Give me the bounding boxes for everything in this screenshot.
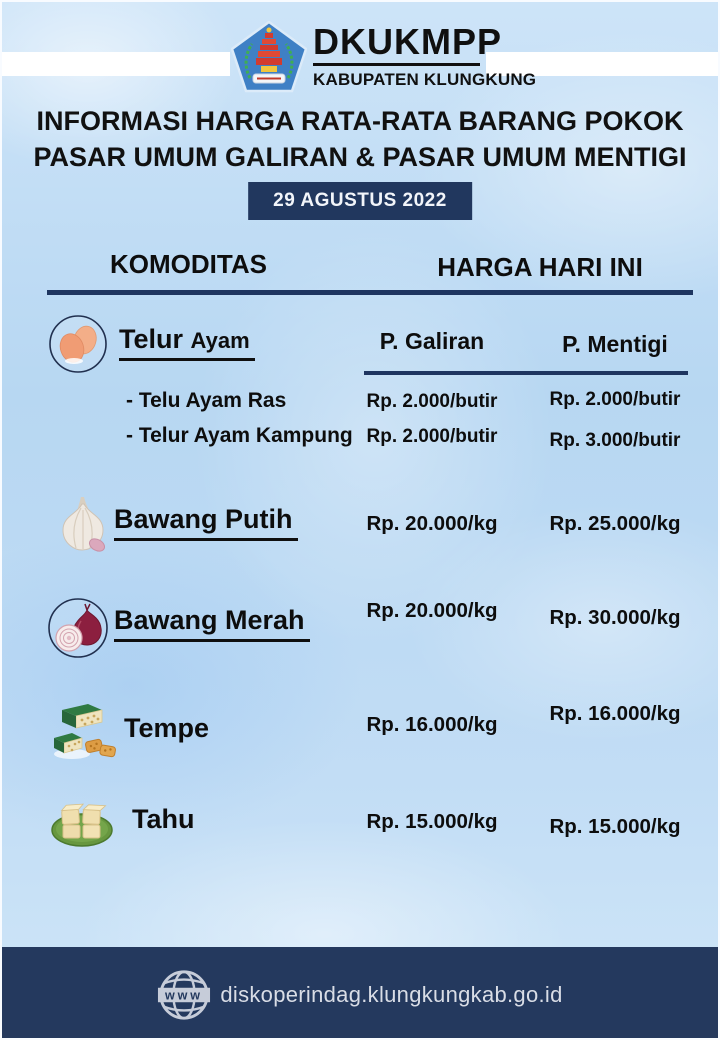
org-block: [313, 21, 537, 90]
org-name: DKUKMPP: [313, 21, 503, 62]
price-tahu-galiran: Rp. 15.000/kg: [366, 810, 498, 833]
tempe-icon: [50, 700, 118, 764]
price-tahu-mentigi: Rp. 15.000/kg: [549, 815, 681, 838]
title-line-1: INFORMASI HARGA RATA-RATA BARANG POKOK: [36, 106, 684, 136]
eggs-icon: [48, 314, 108, 374]
footer-website-link[interactable]: diskoperindag.klungkungkab.go.id: [220, 981, 563, 1007]
price-bawang-putih-mentigi: Rp. 25.000/kg: [549, 512, 681, 535]
price-telur-ras-galiran: Rp. 2.000/butir: [366, 391, 498, 412]
commodity-name-sub: Ayam: [190, 328, 250, 353]
subitem-telur-kampung-label: - Telur Ayam Kampung: [126, 424, 353, 447]
title-line-2: PASAR UMUM GALIRAN & PASAR UMUM MENTIGI: [33, 142, 687, 172]
commodity-name-tempe: Tempe: [124, 713, 210, 743]
www-label: www: [165, 987, 204, 1002]
price-bawang-merah-galiran: Rp. 20.000/kg: [366, 599, 498, 622]
column-header-komoditas: KOMODITAS: [110, 249, 267, 279]
commodity-name-tahu: Tahu: [132, 804, 195, 834]
org-subtitle: KABUPATEN KLUNGKUNG: [313, 70, 537, 89]
garlic-icon: [55, 492, 111, 556]
klungkung-emblem-icon: [231, 21, 307, 93]
market-header-galiran: P. Galiran: [379, 328, 485, 354]
price-bawang-putih-galiran: Rp. 20.000/kg: [366, 512, 498, 535]
header-divider: [47, 290, 693, 295]
price-tempe-galiran: Rp. 16.000/kg: [366, 713, 498, 736]
tofu-icon: [50, 792, 114, 850]
price-telur-ras-mentigi: Rp. 2.000/butir: [549, 389, 681, 410]
market-header-mentigi: P. Mentigi: [562, 331, 668, 357]
price-telur-kampung-mentigi: Rp. 3.000/butir: [549, 430, 681, 451]
column-header-harga: HARGA HARI INI: [437, 252, 643, 282]
org-underline: [313, 63, 480, 66]
commodity-name-telur-ayam: [119, 324, 255, 361]
subitem-telur-ras-label: - Telu Ayam Ras: [126, 389, 287, 412]
footer-bar: [2, 947, 718, 1040]
www-globe-icon: [157, 968, 211, 1022]
price-tempe-mentigi: Rp. 16.000/kg: [549, 702, 681, 725]
red-onion-icon: [47, 597, 109, 659]
price-bawang-merah-mentigi: Rp. 30.000/kg: [549, 606, 681, 629]
header-stripe-left: [2, 52, 230, 76]
commodity-name-bawang-putih: Bawang Putih: [114, 504, 298, 541]
price-columns-divider: [364, 371, 688, 375]
commodity-name-main: Telur: [119, 324, 184, 354]
date-badge: 29 AGUSTUS 2022: [248, 182, 472, 220]
commodity-name-bawang-merah: Bawang Merah: [114, 605, 310, 642]
price-telur-kampung-galiran: Rp. 2.000/butir: [366, 426, 498, 447]
poster-title: [2, 103, 718, 175]
